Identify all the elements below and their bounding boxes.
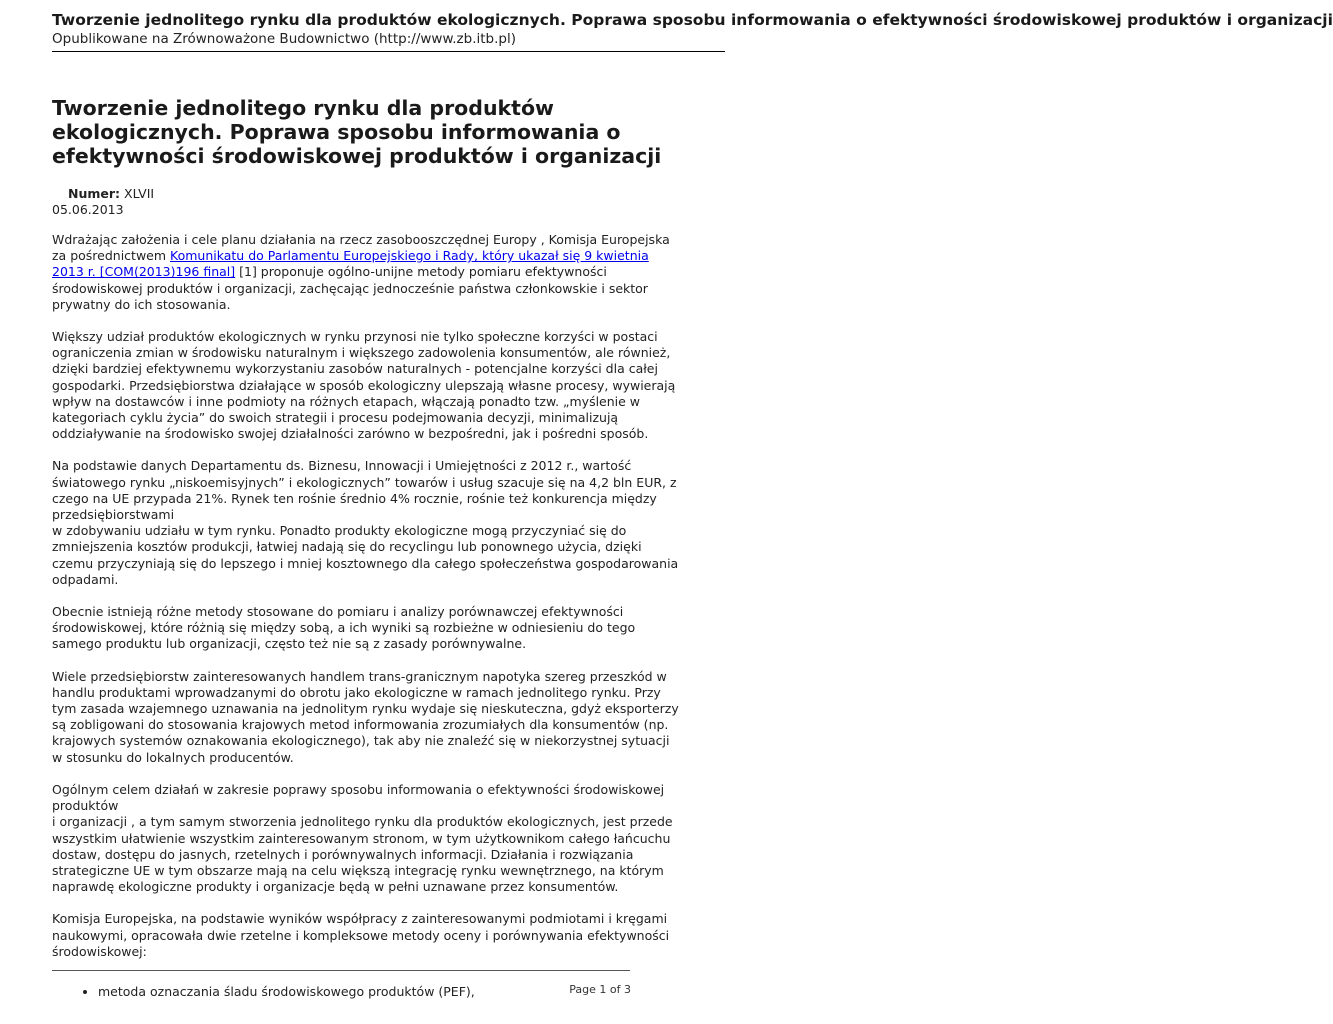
header-title: Tworzenie jednolitego rynku dla produktów ekologicznych. Poprawa sposobu informowania o efektywności środowiskowej produktów i organizacji — [52, 11, 1333, 29]
page-header — [52, 10, 1333, 49]
list-item: • metoda oznaczania śladu środowiskowego produktów (PEF), — [98, 984, 680, 1000]
numer-label: Numer: — [68, 186, 121, 201]
paragraph-6-part-2: i organizacji , a tym samym stworzenia jednolitego rynku dla produktów ekologicznych, jest przede wszystkim ułatwienie wszystkim zainteresowanym stronom, w tym użytkownikom całego łańcuchu dostaw, dostępu do jasnych, rzetelnych i porównywalnych informacji. Działania i rozwiązania strategiczne UE w tym obszarze mają na celu większą integrację rynku wewnętrznego, na którym naprawdę ekologiczne produkty i organizacje będą w pełni uznawane przez konsumentów. — [52, 814, 673, 895]
paragraph-2: Większy udział produktów ekologicznych w rynku przynosi nie tylko społeczne korzyści w postaci ograniczenia zmian w środowisku naturalnym i większego zadowolenia konsumentów, ale również, dzięki bardziej efektywnemu wykorzystaniu zasobów naturalnych - potencjalne korzyści dla całej gospodarki. Przedsiębiorstwa działające w sposób ekologiczny ulepszają własne procesy, wywierają wpływ na dostawców i inne podmioty na różnych etapach, włączają ponadto tzw. „myślenie w kategoriach cyklu życia” do swoich strategii i procesu podejmowania decyzji, minimalizują oddziaływanie na środowisko swojej działalności zarówno w bezpośredni, jak i pośredni sposób. — [52, 329, 676, 442]
numer-value: XLVII — [124, 186, 155, 201]
paragraph-3-part-2: w zdobywaniu udziału w tym rynku. Ponadto produkty ekologiczne mogą przyczyniać się do zmniejszenia kosztów produkcji, łatwiej nadają się do recyclingu lub ponownego użycia, dzięki czemu przyczyniają się do lepszego i mniej kosztownego dla całego społeczeństwa gospodarowania odpadami. — [52, 523, 679, 587]
footer-divider — [52, 970, 630, 971]
article-body — [52, 96, 680, 1000]
paragraph-6 — [52, 782, 680, 895]
article-title: Tworzenie jednolitego rynku dla produktów ekologicznych. Poprawa sposobu informowania o efektywności środowiskowej produktów i organizacji — [52, 96, 662, 168]
header-published: Opublikowane na Zrównoważone Budownictwo (http://www.zb.itb.pl) — [52, 31, 516, 47]
article-meta — [52, 186, 680, 218]
paragraph-6-part-1: Ogólnym celem działań w zakresie poprawy sposobu informowania o efektywności środowiskowej produktów — [52, 781, 665, 814]
article-date: 05.06.2013 — [52, 202, 124, 217]
paragraph-5: Wiele przedsiębiorstw zainteresowanych handlem trans-granicznym napotyka szereg przeszkód w handlu produktami wprowadzanymi do obrotu jako ekologiczne w ramach jednolitego rynku. Przy tym zasada wzajemnego uznawania na jednolitym rynku wydaje się nieskuteczna, gdyż eksporterzy są zobligowani do stosowania krajowych metod informowania zrozumiałych dla konsumentów (np. krajowych systemów oznakowania ekologicznego), tak aby nie znaleźć się w niekorzystnej sytuacji w stosunku do lokalnych producentów. — [52, 668, 679, 765]
paragraph-1-rest: [1] proponuje ogólno-unijne metody pomiaru efektywności środowiskowej produktów i organizacji, zachęcając jednocześnie państwa członkowskie i sektor prywatny do ich stosowania. — [52, 264, 648, 312]
communication-link[interactable]: Komunikatu do Parlamentu Europejskiego i Rady, który ukazał się 9 kwietnia 2013 r. [COM(2013)196 final] — [52, 248, 649, 280]
paragraph-3 — [52, 458, 680, 588]
paragraph-1-intro: Wdrażając założenia i cele planu działania na rzecz zasobooszczędnej Europy , Komisja Europejska za pośrednictwem — [52, 232, 670, 264]
numer-row — [52, 186, 680, 202]
paragraph-7: Komisja Europejska, na podstawie wyników współpracy z zainteresowanymi podmiotami i kręgami naukowymi, opracowała dwie rzetelne i kompleksowe metody oceny i porównywania efektywności środowiskowej: — [52, 911, 670, 959]
paragraph-4: Obecnie istnieją różne metody stosowane do pomiaru i analizy porównawczej efektywności środowiskowej, które różnią się między sobą, a ich wyniki są rozbieżne w odniesieniu do tego samego produktu lub organizacji, często też nie są z zasady porównywalne. — [52, 604, 636, 652]
paragraph-1 — [52, 232, 680, 313]
page-number: Page 1 of 3 — [569, 983, 631, 996]
header-divider — [52, 51, 725, 52]
paragraph-3-part-1: Na podstawie danych Departamentu ds. Biznesu, Innowacji i Umiejętności z 2012 r., wartość światowego rynku „niskoemisyjnych” i ekologicznych” towarów i usług szacuje się na 4,2 bln EUR, z czego na UE przypada 21%. Rynek ten rośnie średnio 4% rocznie, rośnie też konkurencja między przedsiębiorstwami — [52, 458, 677, 523]
